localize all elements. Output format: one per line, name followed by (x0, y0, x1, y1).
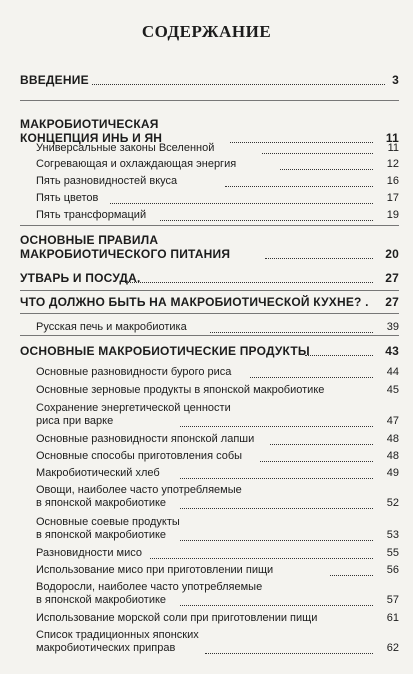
toc-entry-title-line: в японской макробиотике (36, 529, 167, 541)
toc-subsection-entry (0, 433, 413, 449)
toc-entry-title (20, 73, 90, 87)
dot-leader (250, 377, 373, 378)
toc-entry-title-line: Согревающая и охлаждающая энергия (36, 158, 237, 170)
toc-subsection-entry (0, 142, 413, 158)
toc-page-number: 17 (386, 192, 399, 204)
toc-entry-title-line: Пять разновидностей вкуса (36, 175, 178, 187)
toc-section-entry (0, 73, 413, 89)
toc-entry-title (36, 321, 226, 333)
toc-entry-title (36, 433, 286, 445)
dot-leader (262, 153, 373, 154)
dot-leader (305, 355, 373, 356)
toc-entry-title (36, 209, 176, 221)
toc-entry-title-line: Универсальные законы Вселенной (36, 142, 215, 154)
toc-page-number: 20 (385, 247, 399, 261)
toc-entry-title (36, 629, 256, 655)
toc-entry-title-line: МАКРОБИОТИЧЕСКОГО ПИТАНИЯ (20, 247, 231, 261)
toc-page-number: 48 (386, 450, 399, 462)
toc-entry-title (36, 175, 216, 187)
toc-page-number: 49 (386, 467, 399, 479)
toc-entry-title-line: КОНЦЕПЦИЯ ИНЬ И ЯН (20, 131, 163, 145)
toc-page-number: 39 (386, 321, 399, 333)
toc-entry-title-line: Русская печь и макробиотика (36, 321, 187, 333)
section-divider (20, 100, 399, 101)
dot-leader (180, 508, 373, 509)
toc-subsection-entry (0, 450, 413, 466)
section-divider (20, 313, 399, 314)
toc-entry-title (36, 158, 256, 170)
toc-entry-title (20, 233, 260, 261)
toc-entry-title-line: Список традиционных японских (36, 629, 199, 641)
toc-entry-title (36, 516, 236, 542)
dot-leader (150, 558, 373, 559)
toc-entry-title-line: Основные разновидности бурого риса (36, 366, 232, 378)
dot-leader (180, 478, 373, 479)
toc-page-number: 43 (385, 344, 399, 358)
toc-subsection-entry (0, 384, 413, 400)
page-title: СОДЕРЖАНИЕ (141, 22, 272, 41)
toc-entry-title-line: Основные разновидности японской лапши (36, 433, 255, 445)
dot-leader (225, 186, 373, 187)
toc-entry-title-line: риса при варке (36, 415, 114, 427)
toc-page-number: 45 (386, 384, 399, 396)
toc-entry-title-line: ОСНОВНЫЕ МАКРОБИОТИЧЕСКИЕ ПРОДУКТЫ (20, 344, 310, 358)
toc-entry-title (36, 467, 196, 479)
toc-subsection-entry (0, 158, 413, 174)
toc-page-number: 27 (385, 271, 399, 285)
toc-section-entry (0, 271, 413, 287)
dot-leader (180, 426, 373, 427)
toc-page-number: 12 (386, 158, 399, 170)
toc-entry-title-line: Использование мисо при приготовлении пищи (36, 564, 274, 576)
toc-entry-title-line: Основные способы приготовления собы (36, 450, 243, 462)
toc-entry-title-line: ОСНОВНЫЕ ПРАВИЛА (20, 233, 159, 247)
toc-page-number: 62 (386, 642, 399, 654)
toc-page-number: 27 (385, 295, 399, 309)
dot-leader (205, 653, 373, 654)
toc-entry-title (36, 366, 266, 378)
section-divider (20, 290, 399, 291)
dot-leader (260, 461, 373, 462)
toc-page-number: 44 (386, 366, 399, 378)
toc-entry-title (36, 450, 276, 462)
toc-subsection-entry (0, 564, 413, 580)
toc-entry-title-line: Макробиотический хлеб (36, 467, 160, 479)
toc-subsection-entry (0, 175, 413, 191)
toc-entry-title (20, 295, 369, 309)
toc-entry-title-line: ВВЕДЕНИЕ (20, 73, 89, 87)
toc-entry-title (36, 547, 166, 559)
toc-entry-title (20, 344, 310, 358)
toc-entry-title (36, 564, 336, 576)
toc-subsection-entry (0, 366, 413, 382)
toc-entry-title-line: Пять цветов (36, 192, 99, 204)
toc-page-number: 16 (386, 175, 399, 187)
toc-entry-title-line: ЧТО ДОЛЖНО БЫТЬ НА МАКРОБИОТИЧЕСКОЙ КУХНЕ? . (20, 295, 369, 309)
dot-leader (270, 444, 373, 445)
toc-section-entry (0, 233, 413, 265)
toc-subsection-entry (0, 467, 413, 483)
toc-subsection-entry (0, 402, 413, 432)
toc-page-number: 56 (386, 564, 399, 576)
toc-entry-title-line: МАКРОБИОТИЧЕСКАЯ (20, 117, 159, 131)
dot-leader (330, 575, 373, 576)
toc-entry-title-line: УТВАРЬ И ПОСУДА. (20, 271, 141, 285)
toc-subsection-entry (0, 612, 413, 628)
toc-subsection-entry (0, 581, 413, 611)
dot-leader (180, 605, 373, 606)
toc-subsection-entry (0, 484, 413, 514)
toc-page-number: 11 (385, 131, 399, 145)
toc-section-entry (0, 344, 413, 360)
toc-entry-title-line: Основные соевые продукты (36, 516, 180, 528)
section-divider (20, 225, 399, 226)
toc-entry-title-line: Использование морской соли при приготовлении пищи (36, 612, 318, 624)
toc-entry-title-line: Водоросли, наиболее часто употребляемые (36, 581, 263, 593)
toc-subsection-entry (0, 209, 413, 225)
toc-page-number: 48 (386, 433, 399, 445)
dot-leader (110, 203, 373, 204)
toc-entry-title-line: Овощи, наиболее часто употребляемые (36, 484, 242, 496)
section-divider (20, 335, 399, 336)
dot-leader (265, 258, 373, 259)
toc-page-number: 52 (386, 497, 399, 509)
dot-leader (160, 220, 373, 221)
toc-entry-title (36, 581, 306, 607)
toc-section-entry (0, 295, 413, 311)
toc-entry-title-line: Основные зерновые продукты в японской макробиотике (36, 384, 325, 396)
toc-entry-title (36, 384, 356, 396)
toc-entry-title-line: Пять трансформаций (36, 209, 147, 221)
dot-leader (280, 169, 373, 170)
toc-entry-title-line: в японской макробиотике (36, 497, 167, 509)
dot-leader (92, 84, 385, 85)
toc-page-number: 3 (392, 73, 399, 87)
toc-subsection-entry (0, 192, 413, 208)
toc-page-number: 47 (386, 415, 399, 427)
toc-page-number: 53 (386, 529, 399, 541)
toc-page-number: 19 (386, 209, 399, 221)
toc-entry-title (36, 612, 356, 624)
toc-entry-title (36, 402, 276, 428)
toc-subsection-entry (0, 547, 413, 563)
toc-subsection-entry (0, 629, 413, 659)
toc-entry-title-line: в японской макробиотике (36, 594, 167, 606)
toc-entry-title (36, 142, 236, 154)
toc-entry-title (20, 117, 245, 145)
toc-subsection-entry (0, 516, 413, 546)
toc-page-number: 11 (387, 142, 399, 154)
toc-entry-title-line: Разновидности мисо (36, 547, 142, 559)
toc-page-number: 57 (386, 594, 399, 606)
toc-entry-title-line: макробиотических приправ (36, 642, 176, 654)
dot-leader (180, 540, 373, 541)
toc-entry-title (36, 484, 286, 510)
toc-page-number: 55 (386, 547, 399, 559)
toc-page-number: 61 (386, 612, 399, 624)
dot-leader (210, 332, 373, 333)
toc-entry-title-line: Сохранение энергетической ценности (36, 402, 231, 414)
dot-leader (125, 282, 373, 283)
